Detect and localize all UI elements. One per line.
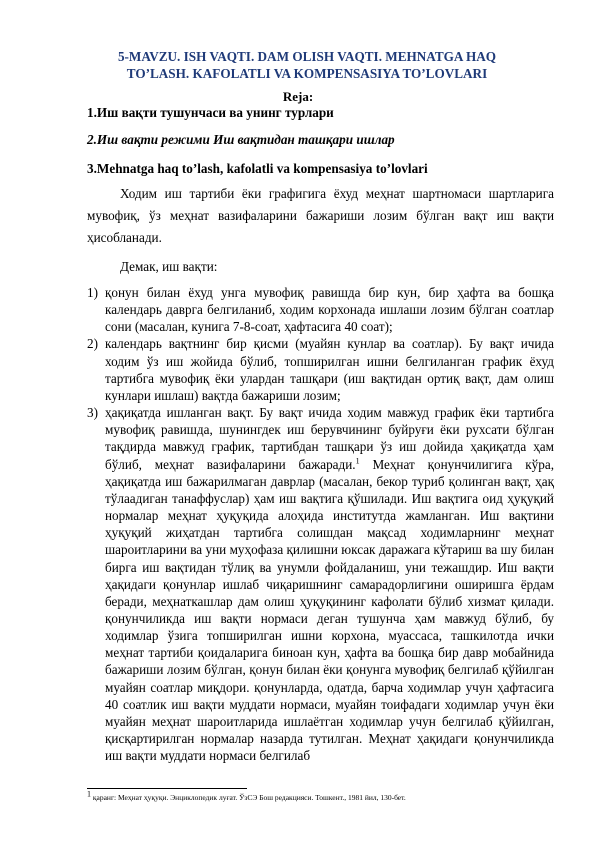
title-line-1: 5-MAVZU. ISH VAQTI. DAM OLISH VAQTI. MEHNATGA HAQ (117, 49, 497, 64)
document-title (70, 48, 544, 82)
plan-item-1: 1.Иш вақти тушунчаси ва унинг турлари (87, 105, 334, 120)
list-item-text-end: Меҳнат қонунчилигига кўра, ҳақиқатда иш бажарилмаган даврлар (масалан, бекор туриб қолинган вақт, ҳақ тўлаадиган танаффуслар) ҳам иш вақтига қўшилади. Иш вақтига оид ҳуқуқий нормалар меҳнат ҳуқуқида алоҳида институтда жамланган. Иш вақтини ҳуқуқий жиҳатдан тартибга солишдан мақсад ходимларнинг меҳнат шароитларини ва уни муҳофаза қилишни юксак даражага кўтариш ва шу билан бирга иш вақтидан тўлиқ ва унумли фойдаланиш, уни тежашдир. Иш вақти ҳақидаги қонунлар ишлаб чиқаришнинг самарадорлигини оширишга ёрдам беради, меҳнаткашлар дам олиш ҳуқуқининг кафолати бўлиб хизмат қилади. қонунчиликда иш вақти нормаси деган тушунча ҳам мавжуд бўлиб, бу ходимлар ўзига топширилган ишни корхона, муассаса, ташкилотда ички меҳнат тартиби қоидаларига биноан кун, ҳафта ва бошқа бир давр мобайнида бажариши лозим бўлган, қонун билан ёки қонунга мувофиқ белгилаб қўйилган муайян соатлар миқдори. қонунларда, одатда, барча ходимлар учун ҳафтасига 40 соатлик иш вақти муддати нормаси, муайян тоифадаги ходимлар учун ёки муайян меҳнат шароитларида ишлаётган ходимлар учун белгилаб қўйилган, қисқартирилган нормалар назарда тутилган. Меҳнат ҳақидаги қонунчиликда иш вақти муддати нормаси белгилаб (105, 456, 554, 764)
list-item (87, 284, 554, 335)
list-item-text: календарь вақтнинг бир қисми (муайян кунлар ва соатлар). Бу вақт ичида ходим ўз иш жойида бўлиб, топширилган ишни белгиланган график ёхуд тартибга мувофиқ ёки улардан ташқари (иш вақтидан ортиқ вақт, дам олиш кунлари ишлаш) вақтда бажариши лозим; (105, 336, 554, 403)
list-item-number: 1) (87, 285, 98, 300)
plan-item-2: 2.Иш вақти режими Иш вақтидан ташқари ишлар (87, 132, 395, 147)
plan-item-3: 3.Mehnatga haq to’lash, kafolatli va kompensasiya to’lovlari (87, 161, 428, 176)
list-item-number: 2) (87, 336, 98, 352)
footnote-divider (87, 788, 247, 789)
title-line-2: TO’LASH. KAFOLATLI VA KOMPENSASIYA TO’LOVLARI (126, 66, 488, 81)
definition-list (87, 284, 554, 764)
list-item-text: қонун билан ёхуд унга мувофиқ равишда бир кун, бир ҳафта ва бошқа календарь даврга белгиланиб, ходим корхонада ишлаши лозим бўлган соатлар сони (масалан, кунига 7-8-соат, ҳафтасига 40 соат); (105, 285, 554, 335)
list-item-text-start: ҳақиқатда ишланган вақт. Бу вақт ичида ходим мавжуд график ёки тартибга мувофиқ равишда, шунингдек иш берувчининг буйруғи ёки рухсати бўлган тақдирда мавжуд график, тартибдан ташқари ўз иш дойида ҳақиқатда ҳам бўлиб, меҳнат вазифаларини бажаради. (105, 405, 554, 472)
list-item (87, 335, 554, 404)
footnote (87, 789, 554, 803)
footnote-mark: 1 (87, 789, 91, 799)
definition-paragraph: Ходим иш тартиби ёки графигига ёхуд меҳнат шартномаси шартларига мувофиқ, ўз меҳнат вазифаларини бажариши лозим бўлган вақт иш вақти ҳисобланади. (87, 186, 554, 245)
footnote-text: қаранг: Меҳнат ҳуқуқи. Энциклопедик луғат. ЎзСЭ Бош редакцияси. Тошкент., 1981 йил, 130-бет. (91, 793, 406, 802)
intro-paragraph: Демак, иш вақти: (120, 259, 218, 274)
plan-heading: Reja: (282, 89, 314, 104)
footnote-reference[interactable]: 1 (355, 456, 360, 466)
list-item-number: 3) (87, 405, 98, 421)
list-item (87, 404, 554, 764)
